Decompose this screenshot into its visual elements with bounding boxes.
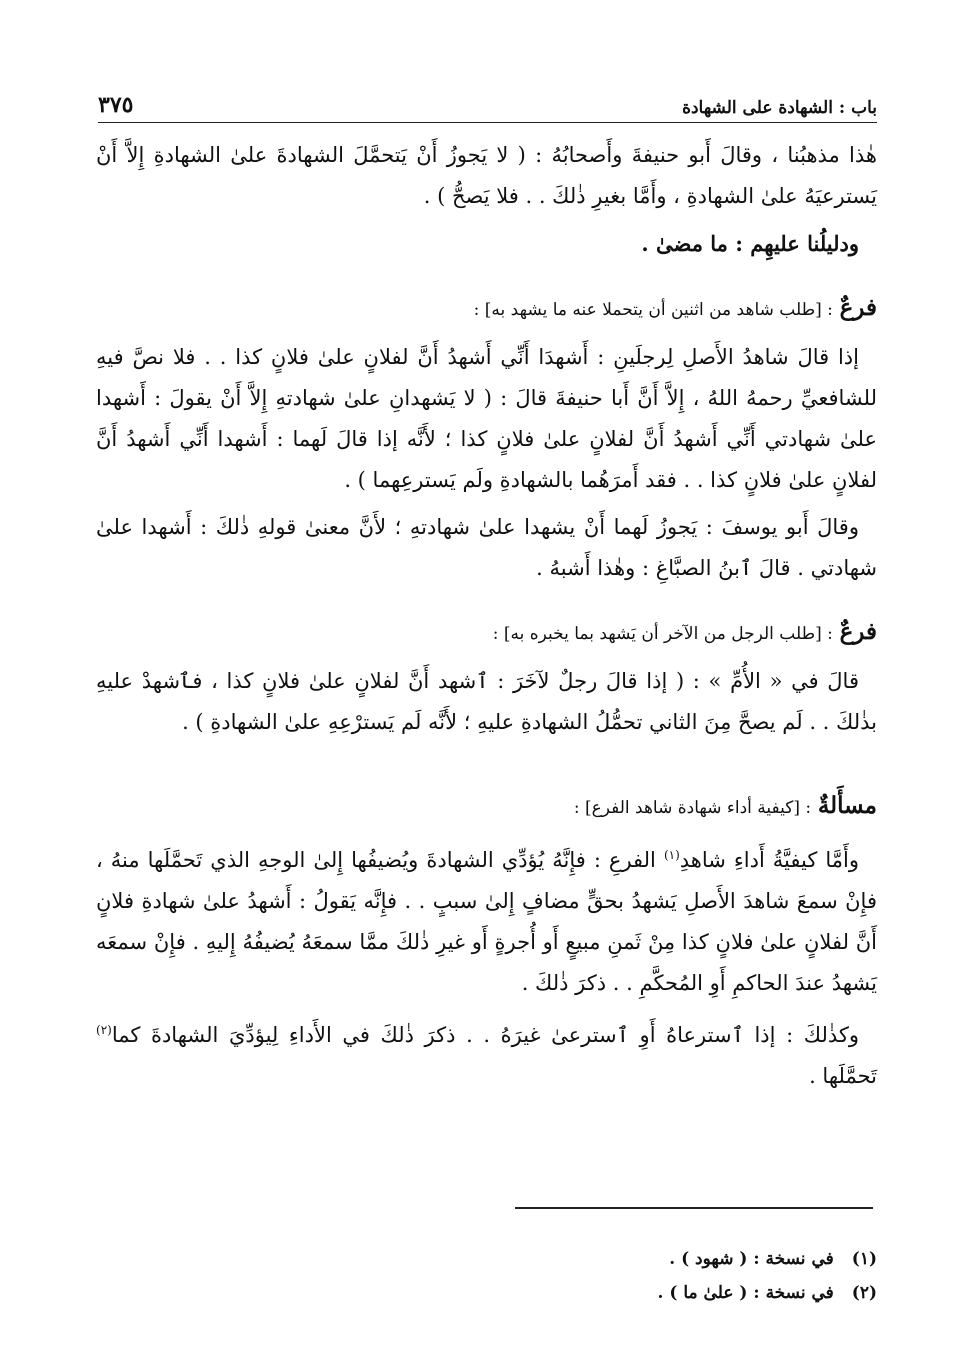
paragraph-text: قالَ في « الأُمِّ » : ( إذا قالَ رجلٌ لآخَرَ : ٱشهد أَنَّ لفلانٍ علىٰ فلانٍ كذا ، فٱشهدْ عليهِ بذٰلكَ . . لَم يصحَّ مِنَ الثاني تحمُّلُ الشهادةِ عليهِ ؛ لأَنَّه لَم يَسترْعِهِ علىٰ الشهادةِ ) . <box>96 669 877 734</box>
running-header <box>98 84 877 123</box>
main-text <box>96 135 877 1103</box>
footnote-text: في نسخة : ( شهود ) . <box>669 1249 834 1269</box>
page-number: ٣٧٥ <box>98 92 134 118</box>
paragraph-text: وقالَ أَبو يوسفَ : يَجوزُ لَهما أَنْ يشهدا علىٰ شهادتهِ ؛ لأَنَّ معنىٰ قولهِ ذٰلكَ : أَشهدا علىٰ شهادتي . قالَ ٱبنُ الصبَّاغِ : وهٰذا أَشبهُ . <box>96 515 877 580</box>
paragraph-text: تَحمَّلَها . <box>809 1064 877 1088</box>
footnote-divider <box>515 1207 873 1209</box>
paragraph <box>96 835 877 1004</box>
heading-title: : [طلب الرجل من الآخر أن يَشهد بما يخبره به] : <box>492 624 833 644</box>
footnote-ref[interactable]: (٢) <box>96 1023 112 1037</box>
section-heading <box>96 287 877 331</box>
heading-term: مسأَلةٌ <box>817 792 877 819</box>
footnotes <box>96 1242 877 1310</box>
heading-title: : [كيفية أداء شهادة شاهد الفرع] : <box>573 798 812 818</box>
footnote <box>96 1242 877 1276</box>
heading-term: فرعٌ <box>839 618 877 645</box>
paragraph <box>96 223 877 265</box>
paragraph-text: إذا قالَ شاهدُ الأَصلِ لِرجلَينِ : أَشهدَا أَنِّي أَشهدُ أَنَّ لفلانٍ علىٰ فلانٍ كذا . . فلا نصَّ فيهِ للشافعيِّ رحمهُ اللهُ ، إِلاَّ أَنَّ أَبا حنيفةَ قالَ : ( لا يَشهدانِ علىٰ شهادتهِ إِلاَّ أَنْ يقولَ : أَشهدا علىٰ شهادتي أَنِّي أَشهدُ أَنَّ لفلانٍ علىٰ فلانٍ كذا ؛ لأَنَّه إذا قالَ لَهما : أَشهدا أَنِّي أَشهدُ أَنَّ لفلانٍ علىٰ فلانٍ كذا . . فقد أَمرَهُما بالشهادةِ ولَم يَسترعِهما ) . <box>96 345 878 492</box>
footnote-ref[interactable]: (١) <box>663 848 680 862</box>
paragraph-text: وأَمَّا كيفيَّةُ أَداءِ شاهدِ <box>679 848 859 872</box>
paragraph <box>96 661 877 743</box>
paragraph <box>96 507 877 589</box>
paragraph-text: هٰذا مذهبُنا ، وقالَ أَبو حنيفةَ وأَصحابُهُ : ( لا يَجوزُ أَنْ يَتحمَّلَ الشهادةَ علىٰ الشهادةِ إِلاَّ أَنْ يَسترعيَهُ علىٰ الشهادةِ ، وأَمَّا بغيرِ ذٰلكَ . . فلا يَصحُّ ) . <box>96 143 877 208</box>
footnote-text: في نسخة : ( علىٰ ما ) . <box>657 1283 834 1303</box>
chapter-title: باب : الشهادة على الشهادة <box>682 98 877 118</box>
paragraph <box>96 135 877 217</box>
paragraph <box>96 1010 877 1097</box>
paragraph-text: الفرعِ : فإِنَّهُ يُؤدِّي الشهادةَ ويُضيفُها إِلىٰ الوجهِ الذي تَحمَّلَها منهُ ، فإِنْ سمعَ شاهدَ الأَصلِ يَشهدُ بحقٍّ مضافٍ إِلىٰ سببٍ . . فإِنَّه يَقولُ : أَشهدُ علىٰ شهادةِ فلانٍ أَنَّ لفلانٍ علىٰ فلانٍ كذا مِنْ ثَمنِ مبيعٍ أَو أُجرةٍ أَو غيرِ ذٰلكَ ممَّا سمعَهُ يُضيفُهُ إِليهِ . فإِنْ سمعَه يَشهدُ عندَ الحاكمِ أَوِ المُحكَّمِ . . ذكرَ ذٰلكَ . <box>96 848 877 995</box>
paragraph <box>96 337 877 501</box>
paragraph-text: ودليلُنا عليهِم : ما مضىٰ . <box>641 231 859 256</box>
paragraph-text: وكذٰلكَ : إذا ٱسترعاهُ أَوِ ٱسترعىٰ غيرَهُ . . ذكرَ ذٰلكَ في الأَداءِ لِيؤدِّيَ الشهادةَ كما <box>111 1023 859 1047</box>
section-heading <box>96 785 877 829</box>
spacer <box>96 749 877 763</box>
heading-title: : [طلب شاهد من اثنين أن يتحملا عنه ما يشهد به] : <box>473 300 833 320</box>
footnote-number: (١) <box>851 1249 877 1269</box>
section-heading <box>96 611 877 655</box>
footnote <box>96 1276 877 1310</box>
footnote-number: (٢) <box>851 1283 877 1303</box>
heading-term: فرعٌ <box>839 294 877 321</box>
